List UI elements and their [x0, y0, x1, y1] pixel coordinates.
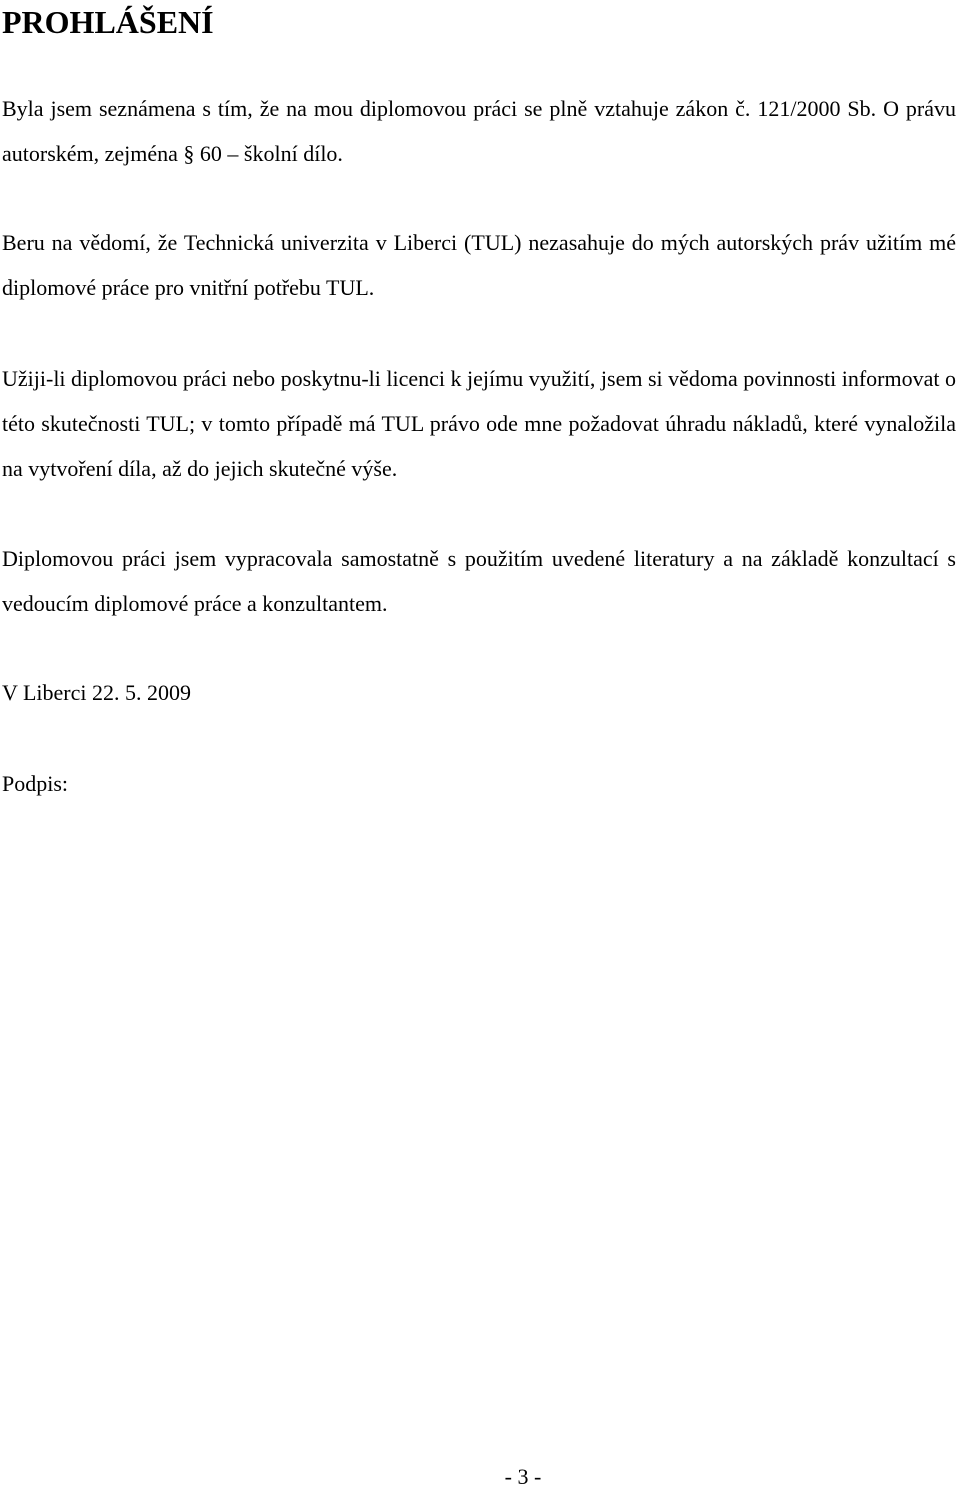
page-number: - 3 - [504, 1464, 542, 1489]
place-and-date: V Liberci 22. 5. 2009 [2, 680, 192, 705]
paragraph-license-obligation: Užiji-li diplomovou práci nebo poskytnu-li licenci k jejímu využití, jsem si vědoma povinnosti informovat o této skutečnosti TUL; v tomto případě má TUL právo ode mne požadovat úhradu nákladů, které vynaložila na vytvoření díla, až do jejich skutečné výše. [2, 366, 956, 481]
paragraph-university-rights: Beru na vědomí, že Technická univerzita v Liberci (TUL) nezasahuje do mých autorských práv užitím mé diplomové práce pro vnitřní potřebu TUL. [2, 230, 956, 300]
signature-label: Podpis: [2, 771, 69, 796]
paragraph-independent-work: Diplomovou práci jsem vypracovala samostatně s použitím uvedené literatury a na základě konzultací s vedoucím diplomové práce a konzultantem. [2, 546, 956, 616]
page-title: PROHLÁŠENÍ [2, 4, 214, 40]
paragraph-copyright-law: Byla jsem seznámena s tím, že na mou diplomovou práci se plně vztahuje zákon č. 121/2000 Sb. O právu autorském, zejména § 60 – školní dílo. [2, 96, 956, 166]
